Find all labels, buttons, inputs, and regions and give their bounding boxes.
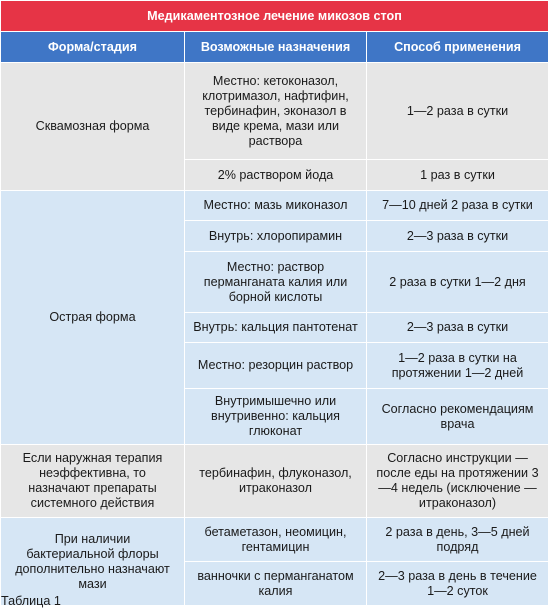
method-cell: 1 раз в сутки [367,160,549,191]
method-cell: Согласно рекомендациям врача [367,389,549,445]
prescription-cell: Местно: кетоконазол, клотримазол, нафтифин, тербинафин, эконазол в виде крема, мази или раствора [185,63,367,160]
column-header-form: Форма/стадия [1,32,185,63]
table-row [1,445,549,518]
table-row [1,63,549,160]
method-cell: 1—2 раза в сутки [367,63,549,160]
method-cell: Согласно инструкции — после еды на протяжении 3—4 недель (исключение — итраконазол) [367,445,549,518]
prescription-cell: тербинафин, флуконазол, итраконазол [185,445,367,518]
prescription-cell: Местно: мазь миконазол [185,191,367,221]
table-title: Медикаментозное лечение микозов стоп [1,1,549,32]
prescription-cell: Местно: раствор перманганата калия или борной кислоты [185,252,367,313]
method-cell: 7—10 дней 2 раза в сутки [367,191,549,221]
method-cell: 2—3 раза в день в течение 1—2 суток [367,562,549,606]
form-cell: При наличии бактериальной флоры дополнительно назначают мази [1,518,185,606]
prescription-cell: ванночки с перманганатом калия [185,562,367,606]
prescription-cell: Внутрь: хлоропирамин [185,221,367,252]
method-cell: 1—2 раза в сутки на протяжении 1—2 дней [367,343,549,389]
table-row [1,518,549,562]
method-cell: 2 раза в день, 3—5 дней подряд [367,518,549,562]
method-cell: 2—3 раза в сутки [367,221,549,252]
table-row [1,191,549,221]
form-cell: Острая форма [1,191,185,445]
prescription-cell: Внутримышечно или внутривенно: кальция глюконат [185,389,367,445]
prescription-cell: Местно: резорцин раствор [185,343,367,389]
prescription-cell: бетаметазон, неомицин, гентамицин [185,518,367,562]
column-header-prescriptions: Возможные назначения [185,32,367,63]
column-header-method: Способ применения [367,32,549,63]
prescription-cell: 2% раствором йода [185,160,367,191]
table-caption: Таблица 1 [1,594,61,608]
form-cell: Сквамозная форма [1,63,185,191]
method-cell: 2—3 раза в сутки [367,313,549,343]
form-cell: Если наружная терапия неэффективна, то назначают препараты системного действия [1,445,185,518]
prescription-cell: Внутрь: кальция пантотенат [185,313,367,343]
method-cell: 2 раза в сутки 1—2 дня [367,252,549,313]
